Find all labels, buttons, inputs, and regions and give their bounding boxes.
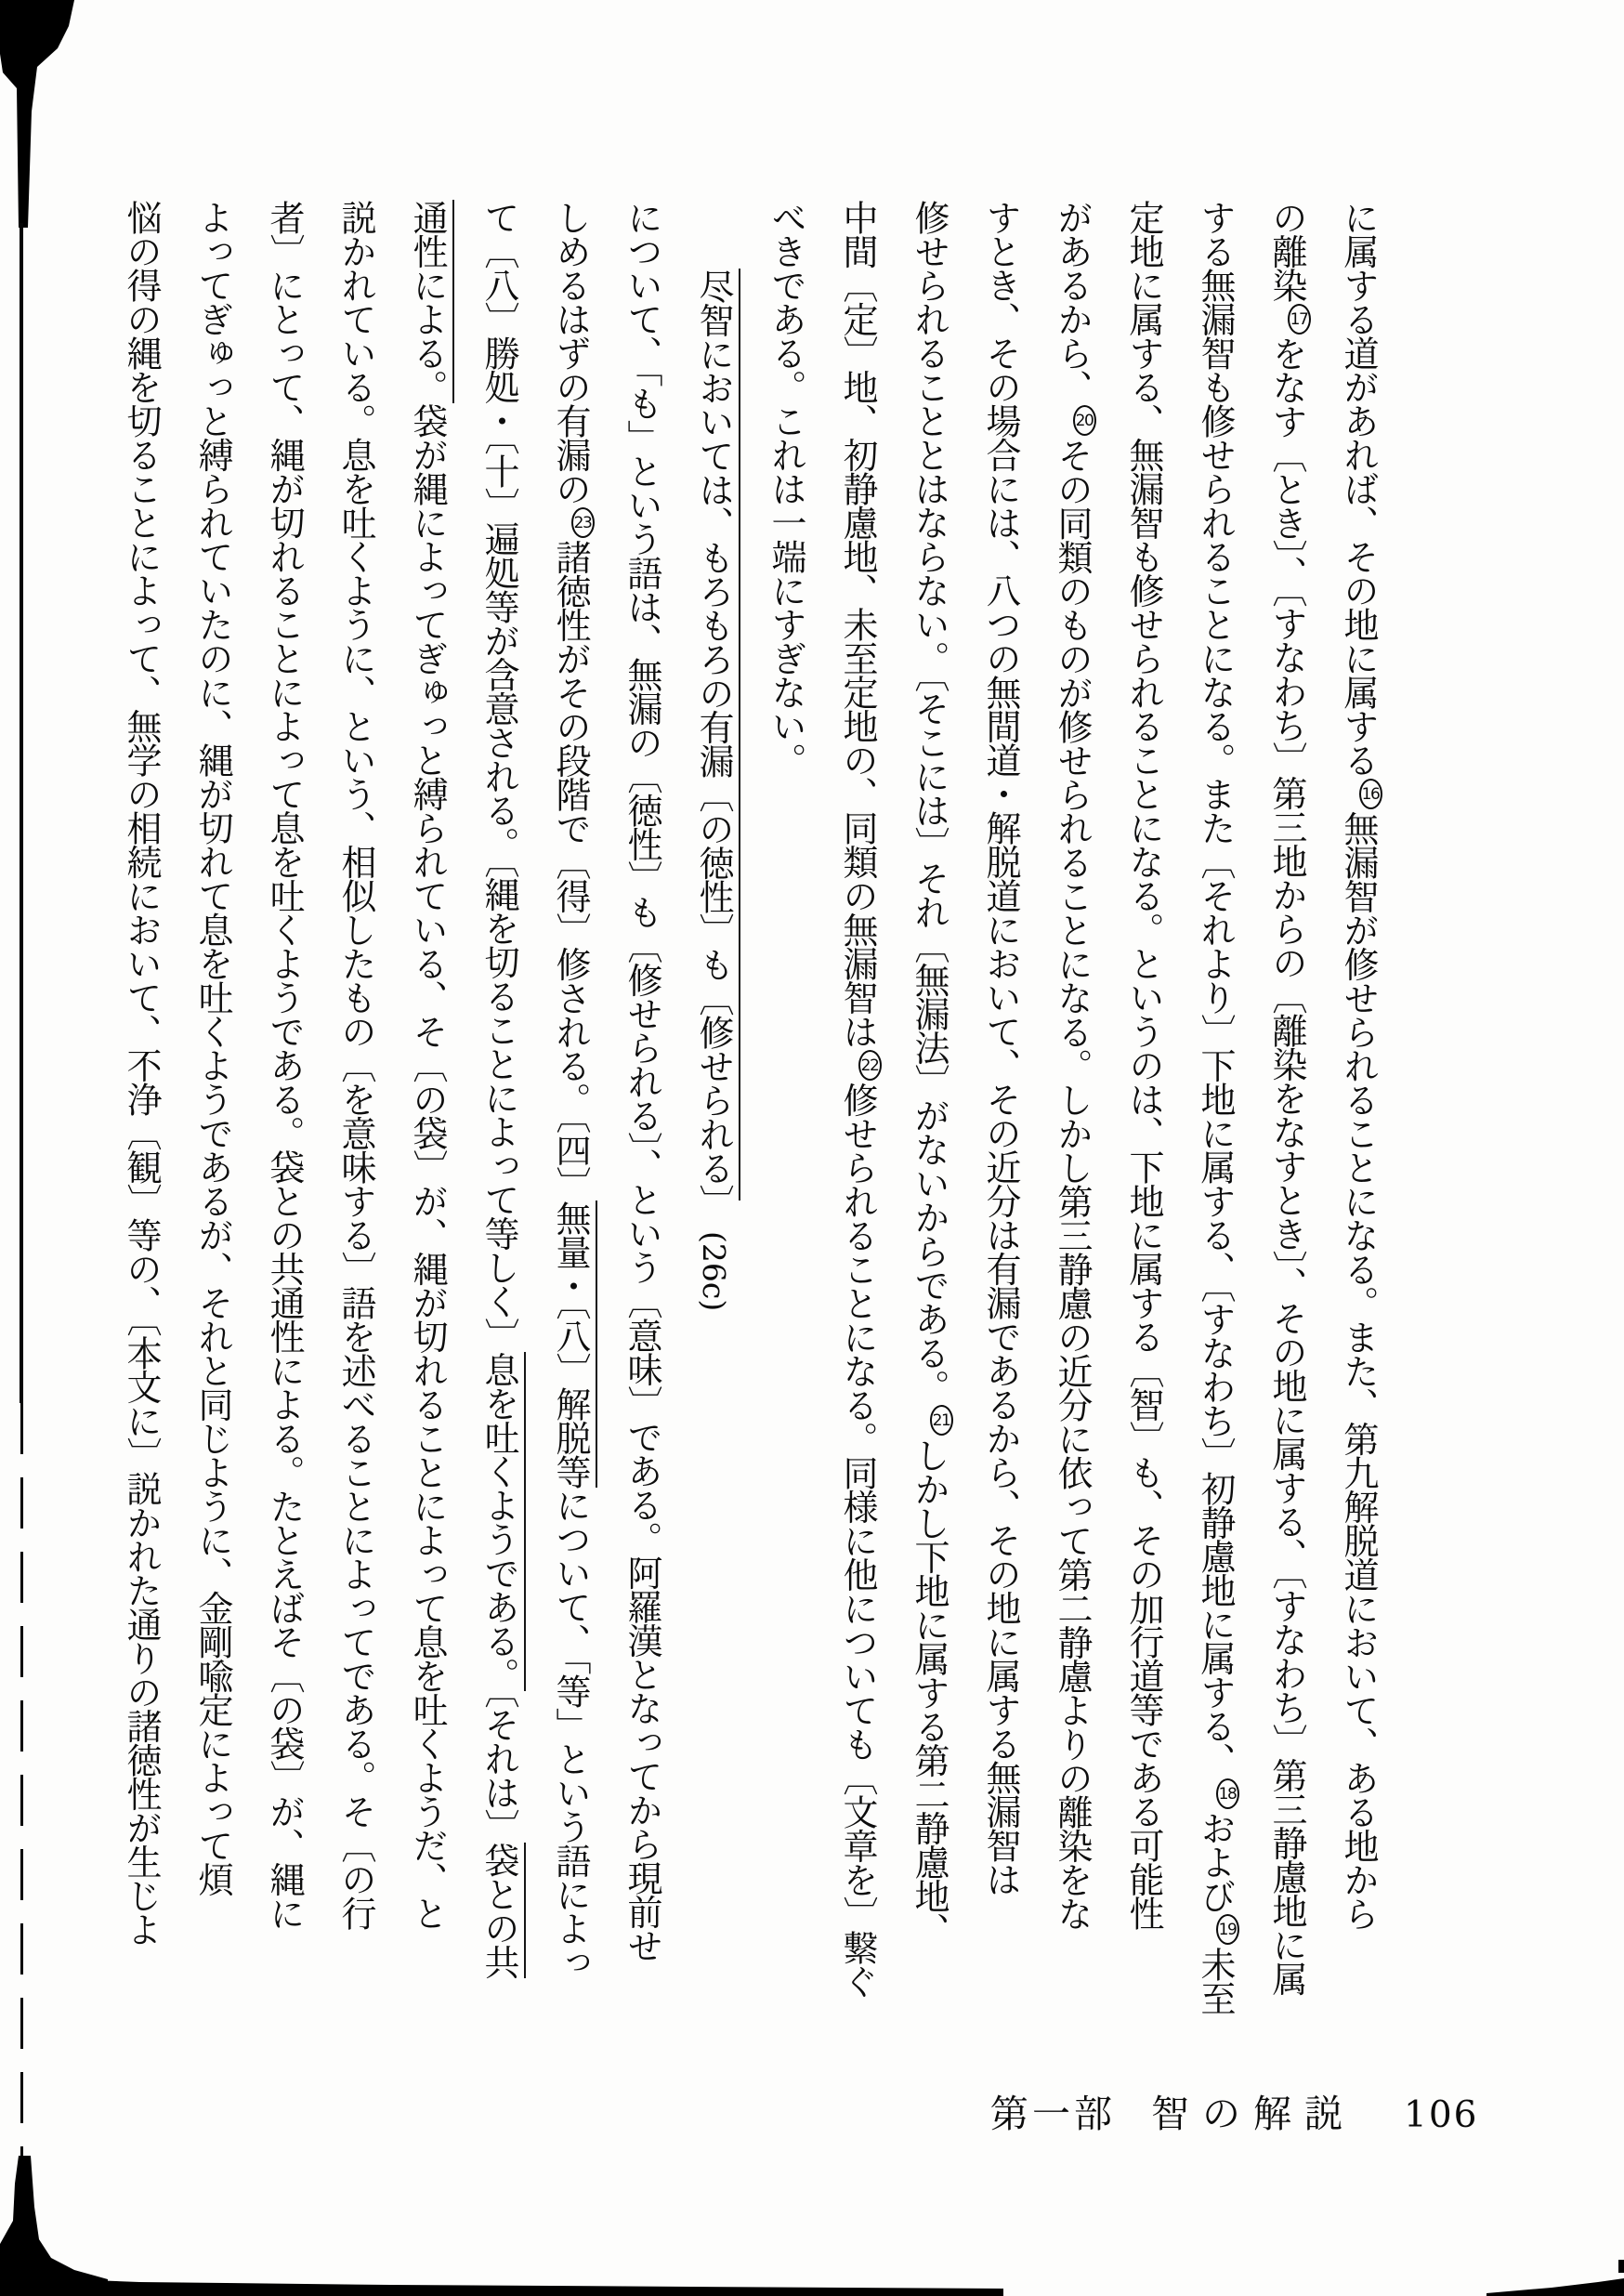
footer-page-number: 106 xyxy=(1404,2094,1479,2136)
text-segment: 通性による。 xyxy=(407,200,454,403)
scan-artifact-right-edge xyxy=(1618,2260,1624,2273)
text-segment: 無量・〔八〕解脱等 xyxy=(550,1200,597,1489)
text-segment: その同類のものが修せられることになる。しかし第三静慮の近分に依って第二静慮よりの離染をな xyxy=(1052,438,1093,1930)
text-segment: する無漏智も修せられることになる。また〔それより〕下地に属する、〔すなわち〕初静慮地に属する、 xyxy=(1195,200,1236,1777)
text-column-9 xyxy=(750,200,821,2044)
text-segment: 息を吐くようである。 xyxy=(478,1352,526,1691)
text-segment: をなす〔とき〕、〔すなわち〕第三地からの〔離染をなすとき〕、その地に属する、〔すなわち〕第三静慮地に属 xyxy=(1266,335,1307,1995)
footnote-marker-19: 19 xyxy=(1216,1914,1239,1945)
text-segment: 〔それは〕 xyxy=(478,1690,519,1843)
text-column-13 xyxy=(463,200,534,2044)
text-column-5 xyxy=(1036,200,1107,2044)
text-column-2 xyxy=(1251,200,1322,2044)
footnote-marker-22: 22 xyxy=(858,1050,882,1081)
body-text-block xyxy=(100,200,1394,2044)
footnote-marker-21: 21 xyxy=(930,1405,953,1436)
footnote-marker-16: 16 xyxy=(1359,779,1382,809)
text-column-15 xyxy=(320,200,391,2044)
text-column-7 xyxy=(893,200,964,2044)
text-column-14 xyxy=(391,200,463,2044)
text-segment: があるから、 xyxy=(1052,200,1093,403)
text-segment: 修せられることになる。同様に他についても〔文章を〕繋ぐ xyxy=(837,1082,878,1998)
text-segment: 無漏智が修せられることになる。また、第九解脱道において、ある地から xyxy=(1338,810,1379,1930)
scan-artifact-bottom-edge xyxy=(0,2276,1003,2296)
text-segment: 説かれている。息を吐くように、という、相似したもの〔を意味する〕語を述べることによってである。そ〔の行 xyxy=(335,200,376,1930)
scan-artifact-gutter-line-broken xyxy=(20,1403,23,2174)
text-column-10 xyxy=(677,200,750,2113)
text-column-6 xyxy=(964,200,1036,2044)
footnote-marker-23: 23 xyxy=(571,507,595,538)
text-segment: 者〕にとって、縄が切れることによって息を吐くようである。袋との共通性による。たとえばそ〔の袋〕が、縄に xyxy=(264,200,305,1930)
text-column-3 xyxy=(1179,200,1251,2044)
verse-reference: (26c) xyxy=(696,1200,732,1312)
text-segment: に属する道があれば、その地に属する xyxy=(1338,200,1379,777)
text-segment: 悩の得の縄を切ることによって、無学の相続において、不浄〔観〕等の、〔本文に〕説かれた通りの諸徳性が生じよ xyxy=(121,200,162,1946)
text-column-12 xyxy=(534,200,606,2044)
text-column-8 xyxy=(821,200,893,2044)
footer-section-title: 智の解説 xyxy=(1151,2092,1356,2136)
text-segment: 袋との共 xyxy=(478,1843,526,1978)
footnote-marker-20: 20 xyxy=(1073,405,1096,436)
text-segment: について、「も」という語は、無漏の〔徳性〕も〔修せられる〕、という〔意味〕である。阿羅漢となってから現前せ xyxy=(622,200,662,1962)
text-segment: べきである。これは一端にすぎない。 xyxy=(766,200,806,777)
text-column-4 xyxy=(1107,200,1179,2044)
text-segment: 袋が縄によってぎゅっと縛られている、そ〔の袋〕が、縄が切れることによって息を吐くようだ、と xyxy=(407,403,448,1930)
footer-section-label: 第一部 xyxy=(990,2092,1116,2136)
text-segment: および xyxy=(1195,1810,1236,1912)
text-segment: しめるはずの有漏の xyxy=(550,200,591,505)
text-segment: 尽智においては、もろもろの有漏〔の徳性〕も〔修せられる〕 xyxy=(693,269,740,1200)
footnote-marker-18: 18 xyxy=(1216,1778,1239,1809)
text-segment: の離染 xyxy=(1266,200,1307,302)
scan-artifact-gutter-line xyxy=(20,223,23,1403)
scan-artifact-top-left xyxy=(0,0,85,228)
scan-artifact-bottom-right xyxy=(1486,2278,1624,2296)
text-column-11 xyxy=(606,200,677,2044)
text-segment: 修せられることとはならない。〔そこには〕それ〔無漏法〕がないからである。 xyxy=(909,200,950,1403)
text-segment: について、「等」という語によっ xyxy=(550,1488,591,1979)
footnote-marker-17: 17 xyxy=(1288,304,1311,335)
text-segment: 諸徳性がその段階で〔得〕修される。〔四〕 xyxy=(550,539,591,1200)
text-segment: て〔八〕勝処・〔十〕遍処等が含意される。〔縄を切ることによって等しく〕 xyxy=(478,200,519,1352)
scan-artifact-bottom-left xyxy=(0,2156,108,2296)
text-segment: よってぎゅっと縛られていたのに、縄が切れて息を吐くようであるが、それと同じように、金剛喩定によって煩 xyxy=(192,200,233,1896)
text-segment: 定地に属する、無漏智も修せられることになる。というのは、下地に属する〔智〕も、その加行道等である可能性 xyxy=(1123,200,1164,1930)
text-segment: しかし下地に属する第二静慮地、 xyxy=(909,1437,950,1947)
text-segment: 中間〔定〕地、初静慮地、未至定地の、同類の無漏智は xyxy=(837,200,878,1048)
text-segment: 未至 xyxy=(1195,1947,1236,2014)
page-footer xyxy=(990,2083,1479,2138)
text-column-1 xyxy=(1322,200,1394,2044)
text-segment: すとき、その場合には、八つの無間道・解脱道において、その近分は有漏であるから、その地に属する無漏智は xyxy=(980,200,1021,1896)
text-column-18 xyxy=(105,200,177,2044)
text-column-16 xyxy=(248,200,320,2044)
text-column-17 xyxy=(177,200,248,2044)
